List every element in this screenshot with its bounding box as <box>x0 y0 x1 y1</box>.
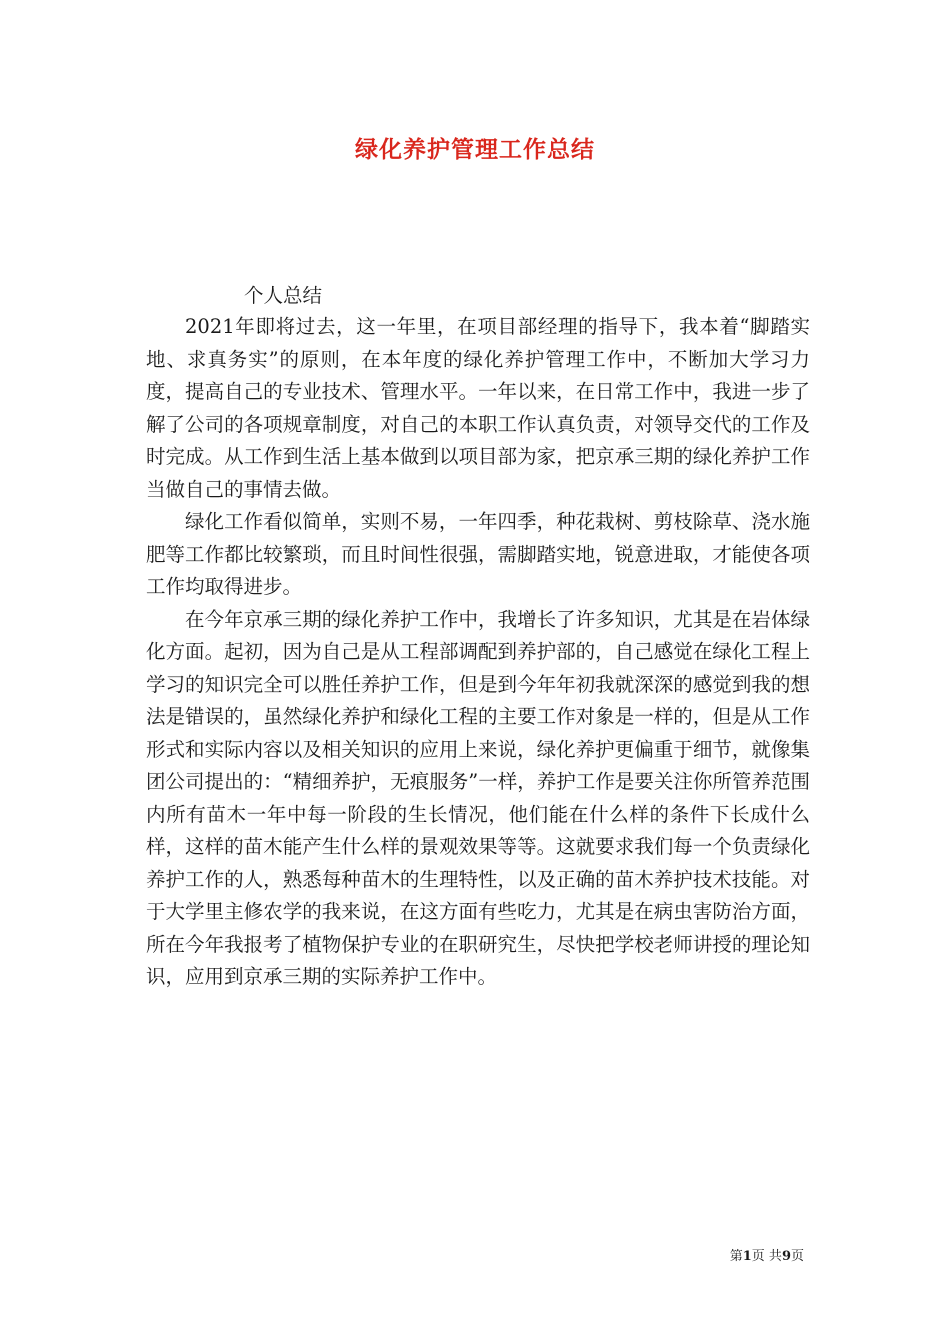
paragraph: 绿化工作看似简单，实则不易，一年四季，种花栽树、剪枝除草、浇水施肥等工作都比较繁琐，而且时间性很强，需脚踏实地，锐意进取，才能使各项工作均取得进步。 <box>146 510 810 598</box>
footer-prefix: 第 <box>729 1249 743 1264</box>
paragraph: 2021年即将过去，这一年里，在项目部经理的指导下，我本着“脚踏实地、求真务实”的原则，在本年度的绿化养护管理工作中，不断加大学习力度，提高自己的专业技术、管理水平。一年以来，在日常工作中，我进一步了解了公司的各项规章制度，对自己的本职工作认真负责，对领导交代的工作及时完成。从工作到生活上基本做到以项目部为家，把京承三期的绿化养护工作当做自己的事情去做。 <box>146 315 810 501</box>
page-number-footer <box>730 1248 804 1266</box>
footer-middle: 页 共 <box>751 1249 782 1264</box>
document-title: 绿化养护管理工作总结 <box>355 136 595 163</box>
paragraph: 在今年京承三期的绿化养护工作中，我增长了许多知识，尤其是在岩体绿化方面。起初，因为自己是从工程部调配到养护部的，自己感觉在绿化工程上学习的知识完全可以胜任养护工作，但是到今年年初我就深深的感觉到我的想法是错误的，虽然绿化养护和绿化工程的主要工作对象是一样的，但是从工作形式和实际内容以及相关知识的应用上来说，绿化养护更偏重于细节，就像集团公司提出的：“精细养护，无痕服务”一样，养护工作是要关注你所管养范围内所有苗木一年中每一阶段的生长情况，他们能在什么样的条件下长成什么样，这样的苗木能产生什么样的景观效果等等。这就要求我们每一个负责绿化养护工作的人，熟悉每种苗木的生理特性，以及正确的苗木养护技术技能。对于大学里主修农学的我来说，在这方面有些吃力，尤其是在病虫害防治方面，所在今年我报考了植物保护专业的在职研究生，尽快把学校老师讲授的理论知识，应用到京承三期的实际养护工作中。 <box>146 607 810 988</box>
document-body <box>146 281 810 994</box>
document-subtitle: 个人总结 <box>244 284 323 307</box>
footer-suffix: 页 <box>790 1249 804 1264</box>
current-page-number: 1 <box>742 1249 752 1264</box>
total-pages-number: 9 <box>781 1249 791 1264</box>
